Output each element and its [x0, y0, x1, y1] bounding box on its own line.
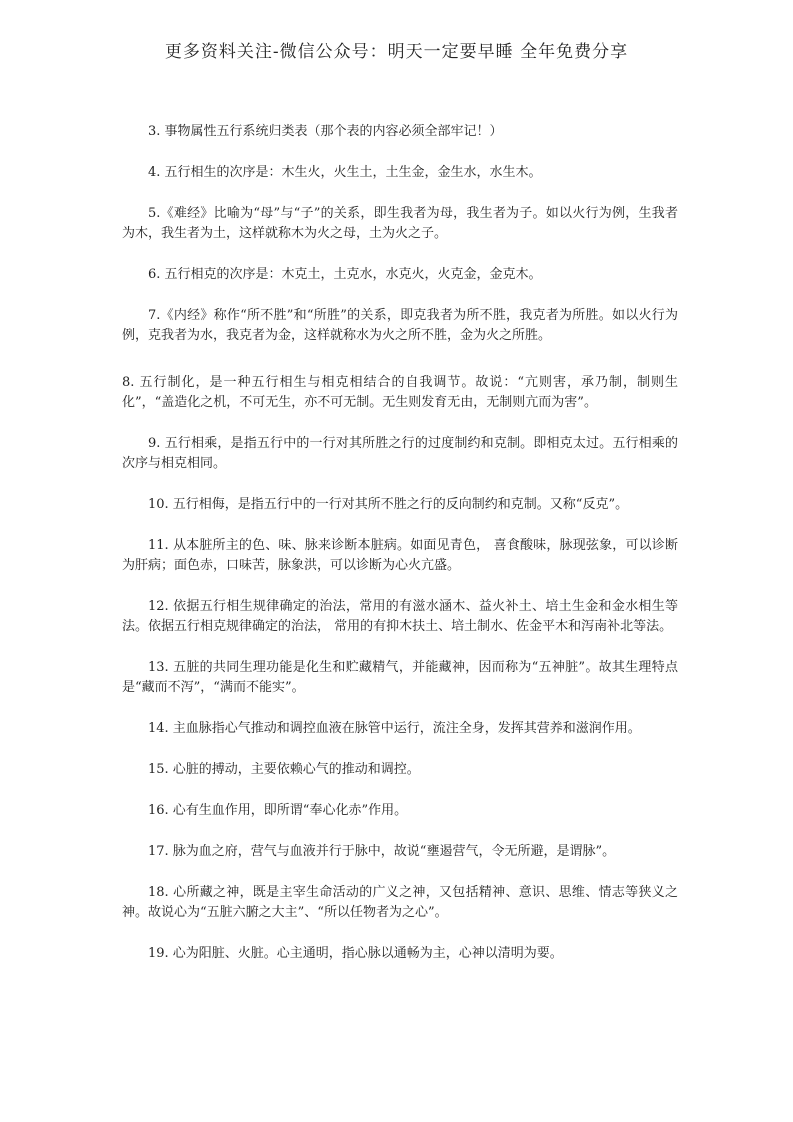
- list-item: 4. 五行相生的次序是：木生火，火生土，土生金，金生水，水生木。: [148, 165, 542, 180]
- list-item: 12. 依据五行相生规律确定的治法，常用的有滋水涵木、益火补土、培土生金和金水相生等法。依据五行相克规律确定的治法， 常用的有抑木扶土、培土制水、佐金平木和泻南补北等法。: [122, 599, 678, 634]
- list-item: 9. 五行相乘，是指五行中的一行对其所胜之行的过度制约和克制。即相克太过。五行相乘的次序与相克相同。: [122, 436, 678, 471]
- list-item: 17. 脉为血之府，营气与血液并行于脉中，故说“壅遏营气，令无所避，是谓脉”。: [148, 844, 616, 859]
- list-item: 7.《内经》称作“所不胜”和“所胜”的关系，即克我者为所不胜，我克者为所胜。如以火行为例，克我者为水，我克者为金，这样就称水为火之所不胜，金为火之所胜。: [122, 308, 678, 343]
- list-item: 14. 主血脉指心气推动和调控血液在脉管中运行，流注全身，发挥其营养和滋润作用。: [148, 721, 641, 736]
- list-item: 5.《难经》比喻为“母”与“子”的关系，即生我者为母，我生者为子。如以火行为例，生我者为木，我生者为土，这样就称木为火之母，土为火之子。: [122, 206, 678, 241]
- list-item: 6. 五行相克的次序是：木克土，土克水，水克火，火克金，金克木。: [148, 267, 542, 282]
- list-item: 3. 事物属性五行系统归类表（那个表的内容必须全部牢记！）: [148, 124, 503, 139]
- page-header: 更多资料关注-微信公众号：明天一定要早睡 全年免费分享: [164, 42, 629, 62]
- list-item: 16. 心有生血作用，即所谓“奉心化赤”作用。: [148, 803, 408, 818]
- list-item: 13. 五脏的共同生理功能是化生和贮藏精气，并能藏神，因而称为“五神脏”。故其生理特点是“藏而不泻”，“满而不能实”。: [122, 660, 678, 695]
- list-item: 8. 五行制化，是一种五行相生与相克相结合的自我调节。故说：“亢则害，承乃制，制则生化”，“盖造化之机，不可无生，亦不可无制。无生则发育无由，无制则亢而为害”。: [122, 375, 678, 410]
- list-item: 15. 心脏的搏动，主要依赖心气的推动和调控。: [148, 762, 420, 777]
- list-item: 11. 从本脏所主的色、味、脉来诊断本脏病。如面见青色， 喜食酸味，脉现弦象，可以诊断为肝病；面色赤，口味苦，脉象洪，可以诊断为心火亢盛。: [122, 538, 678, 573]
- list-item: 10. 五行相侮，是指五行中的一行对其所不胜之行的反向制约和克制。又称“反克”。: [148, 497, 629, 512]
- list-item: 19. 心为阳脏、火脏。心主通明，指心脉以通畅为主，心神以清明为要。: [148, 946, 563, 961]
- list-item: 18. 心所藏之神，既是主宰生命活动的广义之神，又包括精神、意识、思维、情志等狭义之神。故说心为“五脏六腑之大主”、“所以任物者为之心”。: [122, 885, 678, 920]
- document-body: [122, 122, 678, 985]
